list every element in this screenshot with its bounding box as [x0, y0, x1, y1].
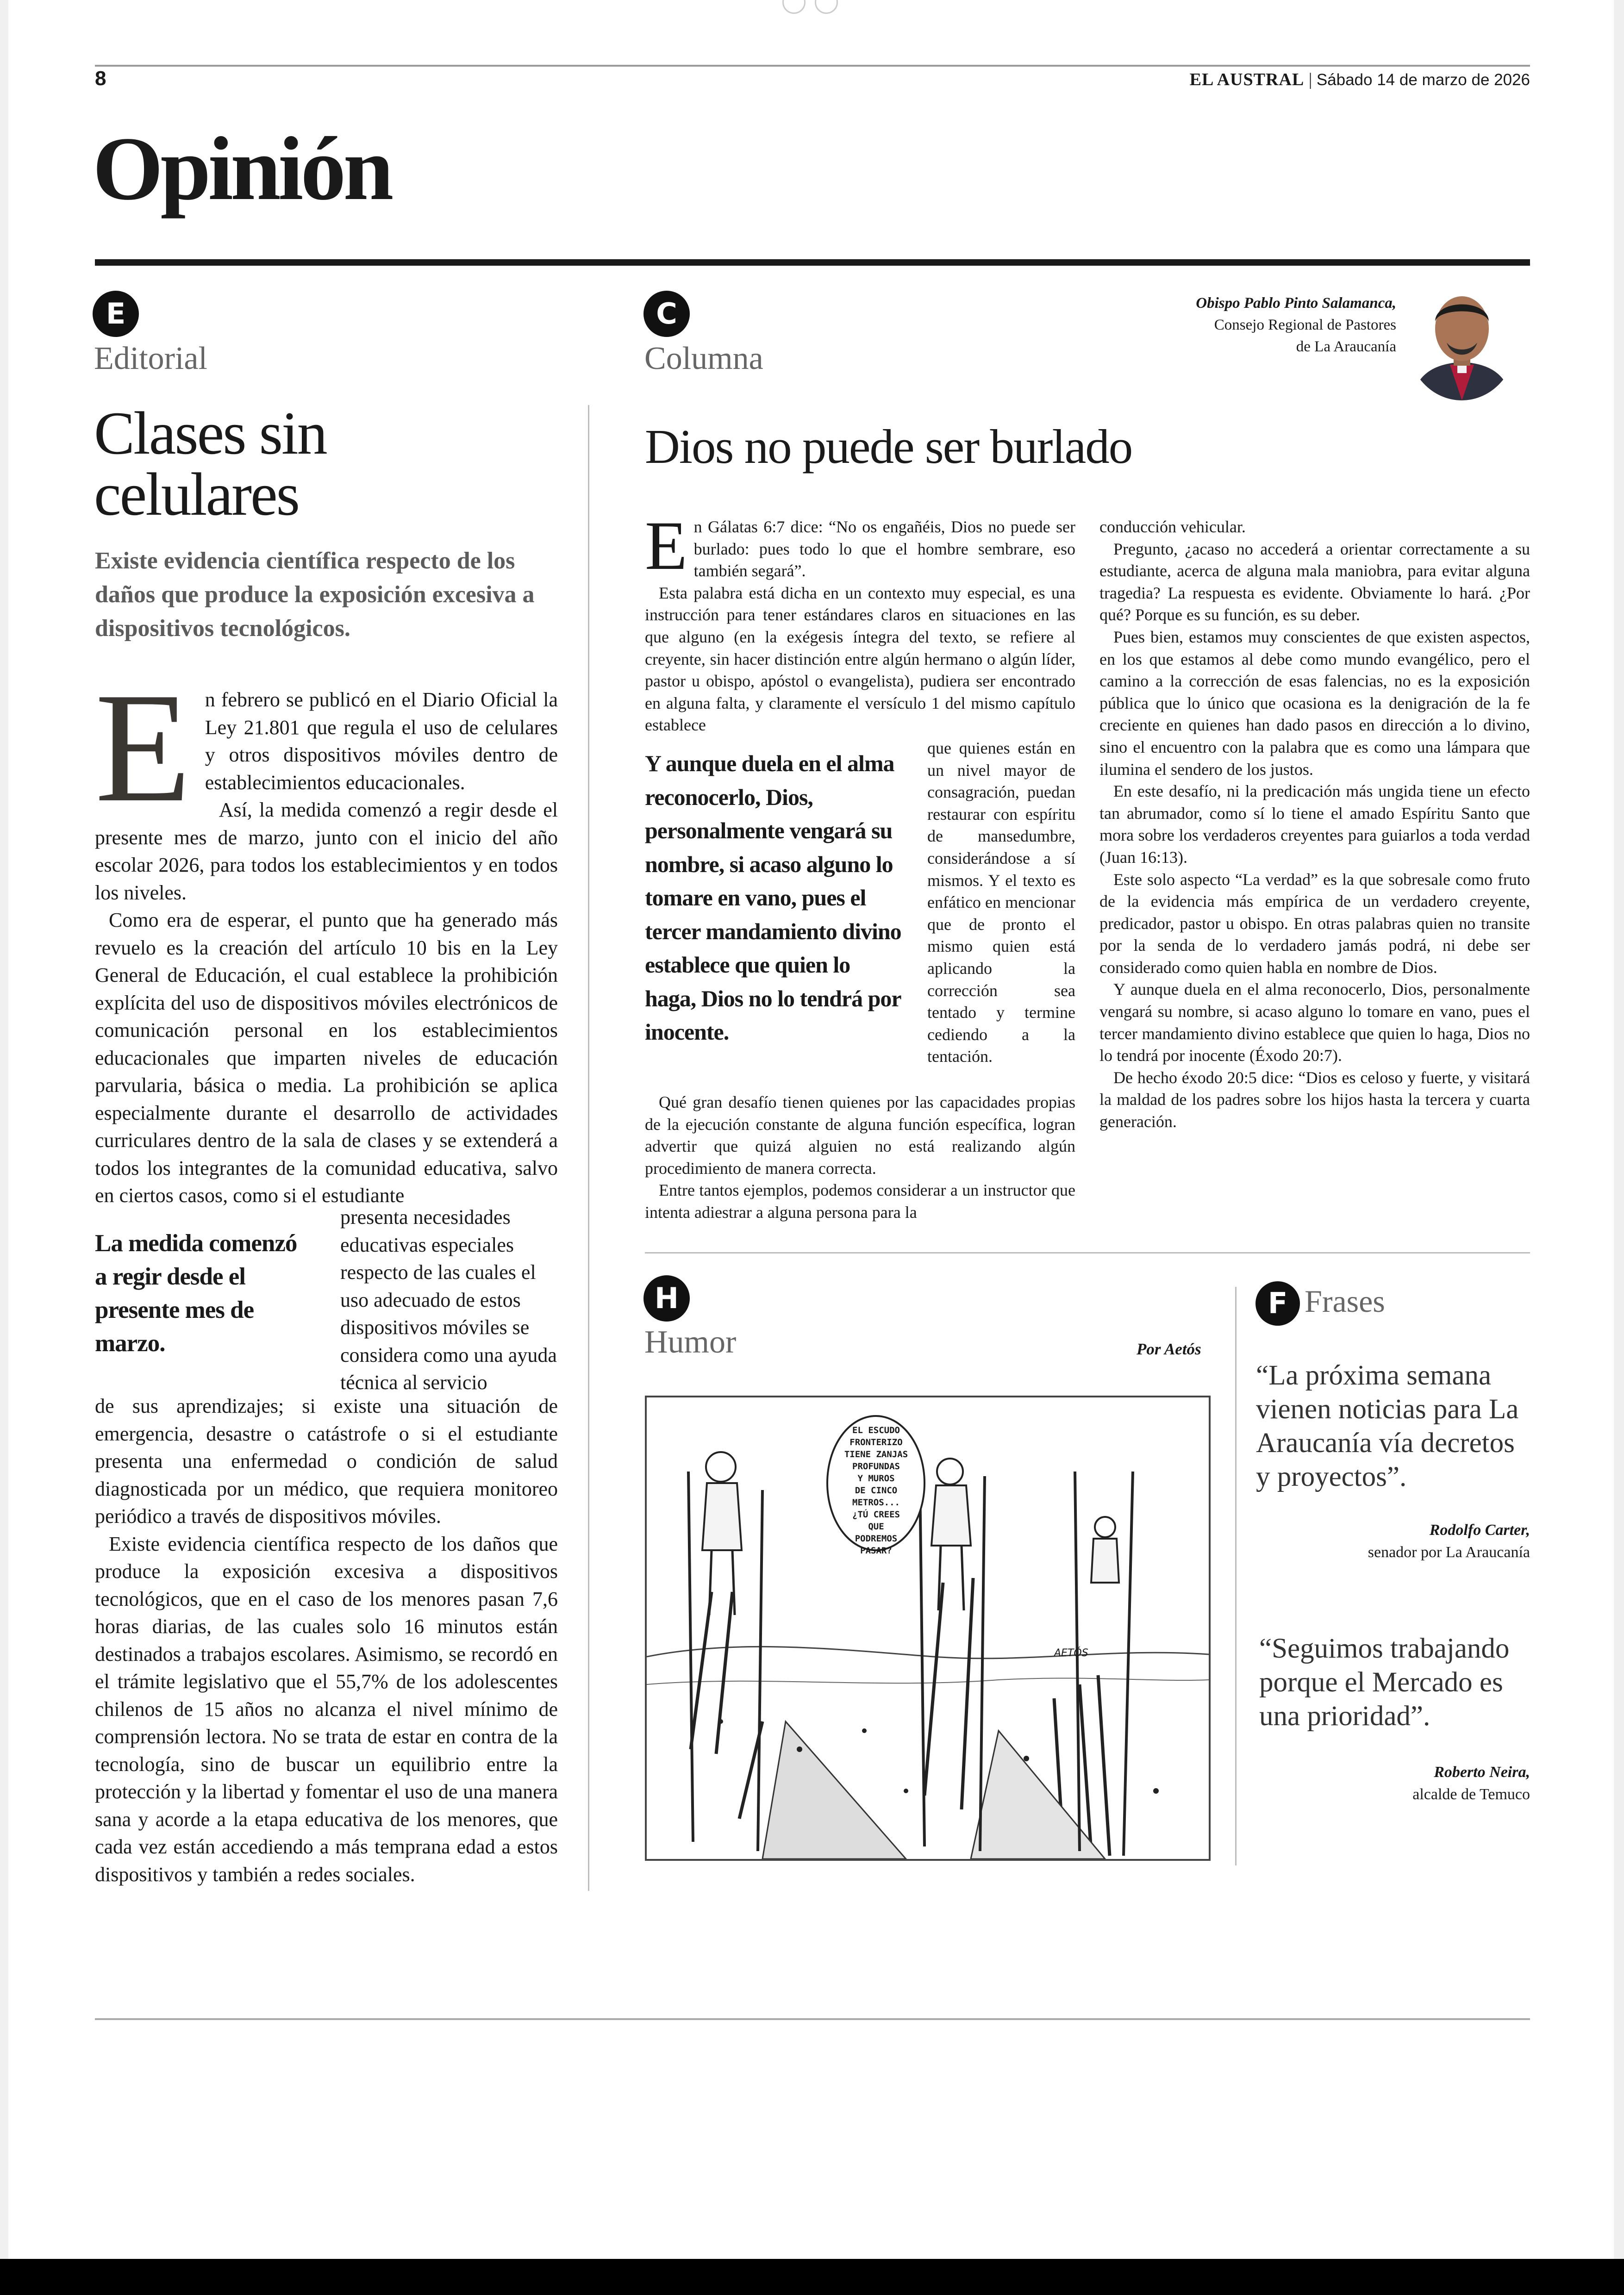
column-kicker: Columna	[644, 341, 763, 376]
bubble-line: PASAR?	[860, 1546, 892, 1556]
editorial-body-top	[95, 660, 558, 1210]
speech-bubble-text	[831, 1424, 921, 1557]
column-paragraph-7: En este desafío, ni la predicación más ungida tiene un efecto tan abrumador, como sí lo tiene el amado Espíritu Santo que mora sobre los verdaderos creyentes para guiarlos a toda verdad (Juan 16:13).	[1099, 782, 1530, 867]
column-paragraph-9: Y aunque duela en el alma reconocerlo, Dios, personalmente vengará su nombre, si acaso alguno lo tomare en vano, pues el tercer mandamiento divino establece que quien lo haga, Dios no lo tendrá por inocente (Éxodo 20:7).	[1099, 980, 1530, 1065]
masthead	[1190, 69, 1530, 90]
column-divider-1	[588, 405, 589, 1891]
column-paragraph-2: Esta palabra está dicha en un contexto muy especial, es una instrucción para tener estándares claros en situaciones en las que alguno (en la exégesis íntegra del texto, se refiere al creyente, sin hacer distinción entre algún hermano o algún líder, pastor u obispo, apóstol o evangelista), pudiera ser encontrado en alguna falta, y claramente el versículo 1 del mismo capítulo establece	[645, 583, 1075, 735]
frases-author-1: Rodolfo Carter,	[1429, 1522, 1530, 1539]
next-page-icon[interactable]	[815, 0, 838, 14]
humor-badge: H	[643, 1275, 690, 1322]
newspaper-name: EL AUSTRAL	[1189, 70, 1305, 89]
bubble-line: EL ESCUDO	[852, 1425, 900, 1435]
page-shadow-left	[0, 0, 8, 2259]
issue-date: Sábado 14 de marzo de 2026	[1316, 71, 1530, 89]
bubble-line: DE CINCO	[855, 1485, 898, 1496]
header-rule	[95, 65, 1530, 67]
bubble-line: FRONTERIZO	[849, 1437, 903, 1447]
frases-quote-1: “La próxima semana vienen noticias para La Araucanía vía decretos y proyectos”.	[1256, 1360, 1519, 1492]
column-body-top	[645, 507, 1075, 736]
humor-kicker: Humor	[644, 1324, 737, 1360]
page-shadow-right	[1614, 0, 1624, 2259]
frases-role-2: alcalde de Temuco	[1412, 1786, 1530, 1803]
section-title: Opinión	[93, 118, 391, 219]
author-photo	[1407, 282, 1516, 400]
editorial-paragraph-2-side: presenta necesidades educativas especiales respecto de las cuales el uso adecuado de estos dispositivos móviles se considera como una ayuda técnica al servicio	[340, 1206, 557, 1394]
frases-kicker: Frases	[1305, 1284, 1385, 1319]
column-paragraph-4: Entre tantos ejemplos, podemos considerar a un instructor que intenta adiestrar a alguna persona para la	[645, 1181, 1075, 1222]
footer-rule	[95, 2018, 1530, 2020]
column-paragraph-6: Pues bien, estamos muy conscientes de que existen aspectos, en los que estamos al debe como mundo evangélico, pero el camino a la corrección de esas falencias, no es la exposición pública que lo único que ocasiona es la denigración de la fe creciente en quienes han dado pasos en dirección a lo divino, sino el encuentro con la palabra que es como una lámpara que ilumina el sendero de los justos.	[1099, 627, 1530, 779]
column-paragraph-5: Pregunto, ¿acaso no accederá a orientar correctamente a su estudiante, acerca de alguna mala maniobra, para evitar alguna tragedia? La respuesta es evidente. Obviamente lo hará. ¿Por qué? Porque es su función, es su deber.	[1099, 539, 1530, 624]
editorial-paragraph-1b: Así, la medida comenzó a regir desde el presente mes de marzo, junto con el inicio del año escolar 2026, para todos los establecimientos y en todos los niveles.	[95, 798, 558, 904]
column-paragraph-4-cont: conducción vehicular.	[1099, 518, 1246, 536]
nav-dots	[782, 0, 843, 14]
bubble-line: PODREMOS	[855, 1534, 898, 1544]
column-pull-quote: Y aunque duela en el alma reconocerlo, Dios, personalmente vengará su nombre, si acaso alguno lo tomare en vano, pues el tercer mandamiento divino establece que quien lo haga, Dios no lo tendrá por inocente.	[645, 750, 901, 1045]
editorial-side-text	[340, 1204, 558, 1397]
column-body-right	[1099, 516, 1530, 1133]
editorial-paragraph-1a: n febrero se publicó en el Diario Oficial la Ley 21.801 que regula el uso de celulares y otros dispositivos móviles dentro de establecimientos educacionales.	[205, 688, 558, 794]
column-paragraph-2-side: que quienes están en un nivel mayor de consagración, puedan restaurar con espíritu de mansedumbre, considerándose a sí mismos. Y el texto es enfático en mencionar que de pronto el mismo quien está aplicando la corrección sea tentado y termine cediendo a la tentación.	[927, 739, 1075, 1066]
cartoon-frame	[645, 1396, 1211, 1861]
column-paragraph-10: De hecho éxodo 20:5 dice: “Dios es celoso y fuerte, y visitará la maldad de los padres sobre los hijos hasta la tercera y cuarta generación.	[1099, 1068, 1530, 1131]
frases-attribution-2	[1256, 1761, 1530, 1806]
bubble-line: TIENE ZANJAS	[844, 1449, 908, 1459]
bubble-line: Y MUROS	[857, 1473, 895, 1484]
column-title: Dios no puede ser burlado	[645, 419, 1132, 474]
editorial-drop-cap: E	[95, 660, 191, 835]
cartoon-drawing	[647, 1397, 1209, 1859]
frases-badge: F	[1255, 1281, 1300, 1326]
section-rule	[95, 259, 1530, 266]
column-paragraph-1: n Gálatas 6:7 dice: “No os engañéis, Dios no puede ser burlado: pues todo lo que el hombre sembrare, eso también segará”.	[693, 518, 1075, 580]
humor-byline: Por Aetós	[1137, 1340, 1201, 1358]
cartoon-signature: AETÓS	[1054, 1647, 1088, 1659]
editorial-pull-quote: La medida comenzó a regir desde el presente mes de marzo.	[95, 1230, 297, 1357]
column-author-role-1: Consejo Regional de Pastores	[1214, 317, 1396, 333]
editorial-paragraph-2-end: de sus aprendizajes; si existe una situación de emergencia, desastre o catástrofe o si el estudiante presenta una enfermedad o condición de salud diagnosticada por un médico, que requiera monitoreo periódico a través de dispositivos móviles.	[95, 1395, 558, 1528]
column-divider-2	[1235, 1287, 1237, 1865]
column-drop-cap: E	[645, 507, 687, 584]
bottom-bar	[0, 2259, 1624, 2295]
editorial-paragraph-3: Existe evidencia científica respecto de los daños que produce la exposición excesiva a dispositivos tecnológicos, que en el caso de los menores pasan 7,6 horas diarias, de las cuales solo 16 minutos están destinados a trabajos escolares. Asimismo, se recordó en el trámite legislativo que el 55,7% de los adolescentes chilenos de 15 años no alcanza el nivel mínimo de comprensión lectora. No se trata de estar en contra de la tecnología, sino de buscar un equilibrio entre la protección y la libertad y fomentar el uso de una manera sana y acorde a la etapa educativa de los menores, que cada vez están accediendo a más temprana edad a estos dispositivos y también a redes sociales.	[95, 1532, 558, 1886]
frases-role-1: senador por La Araucanía	[1368, 1544, 1530, 1561]
editorial-lead: Existe evidencia científica respecto de los daños que produce la exposición excesiva a dispositivos tecnológicos.	[95, 548, 535, 642]
bubble-line: PROFUNDAS	[852, 1461, 900, 1472]
bubble-line: ¿TÚ CREES	[852, 1509, 900, 1520]
editorial-kicker: Editorial	[94, 341, 207, 376]
editorial-paragraph-2: Como era de esperar, el punto que ha generado más revuelo es la creación del artículo 10 bis en la Ley General de Educación, el cual establece la prohibición explícita del uso de dispositivos móviles electrónicos de comunicación personal en los establecimientos educacionales que imparten niveles de educación parvularia, básica o media. La prohibición se aplica especialmente durante el desarrollo de actividades curriculares dentro de la sala de clases y se extenderá a todos los integrantes de la comunidad educativa, salvo en ciertos casos, como si el estudiante	[95, 909, 558, 1207]
bubble-line: METROS...	[852, 1497, 900, 1508]
column-paragraph-3: Qué gran desafío tienen quienes por las capacidades propias de la ejecución constante de alguna función específica, logran advertir que quizá alguien no está realizando algún procedimiento de manera correcta.	[645, 1093, 1075, 1178]
prev-page-icon[interactable]	[782, 0, 806, 14]
column-paragraph-8: Este solo aspecto “La verdad” es la que sobresale como fruto de la evidencia más empírica de un verdadero creyente, predicador, pastor u obispo. En otras palabras quien no transite por la senda de lo verdadero jamás podrá, ni debe ser considerado como quien habla en nombre de Dios.	[1099, 870, 1530, 977]
column-badge: C	[643, 291, 690, 337]
column-bottom-rule	[645, 1252, 1530, 1254]
column-author-role-2: de La Araucanía	[1296, 338, 1396, 355]
editorial-badge: E	[93, 291, 139, 337]
masthead-separator: |	[1304, 70, 1317, 89]
frases-quote-2: “Seguimos trabajando porque el Mercado es una prioridad”.	[1259, 1633, 1510, 1732]
page-number: 8	[95, 67, 106, 90]
bubble-line: QUE	[868, 1522, 884, 1532]
column-author	[1026, 293, 1396, 358]
column-body-bottom	[645, 1091, 1075, 1224]
editorial-title: Clases sin celulares	[94, 399, 326, 528]
column-side-text	[927, 737, 1075, 1068]
column-author-name: Obispo Pablo Pinto Salamanca,	[1196, 295, 1396, 312]
frases-author-2: Roberto Neira,	[1434, 1764, 1530, 1781]
frases-attribution-1	[1256, 1519, 1530, 1564]
editorial-body-bottom	[95, 1392, 558, 1888]
